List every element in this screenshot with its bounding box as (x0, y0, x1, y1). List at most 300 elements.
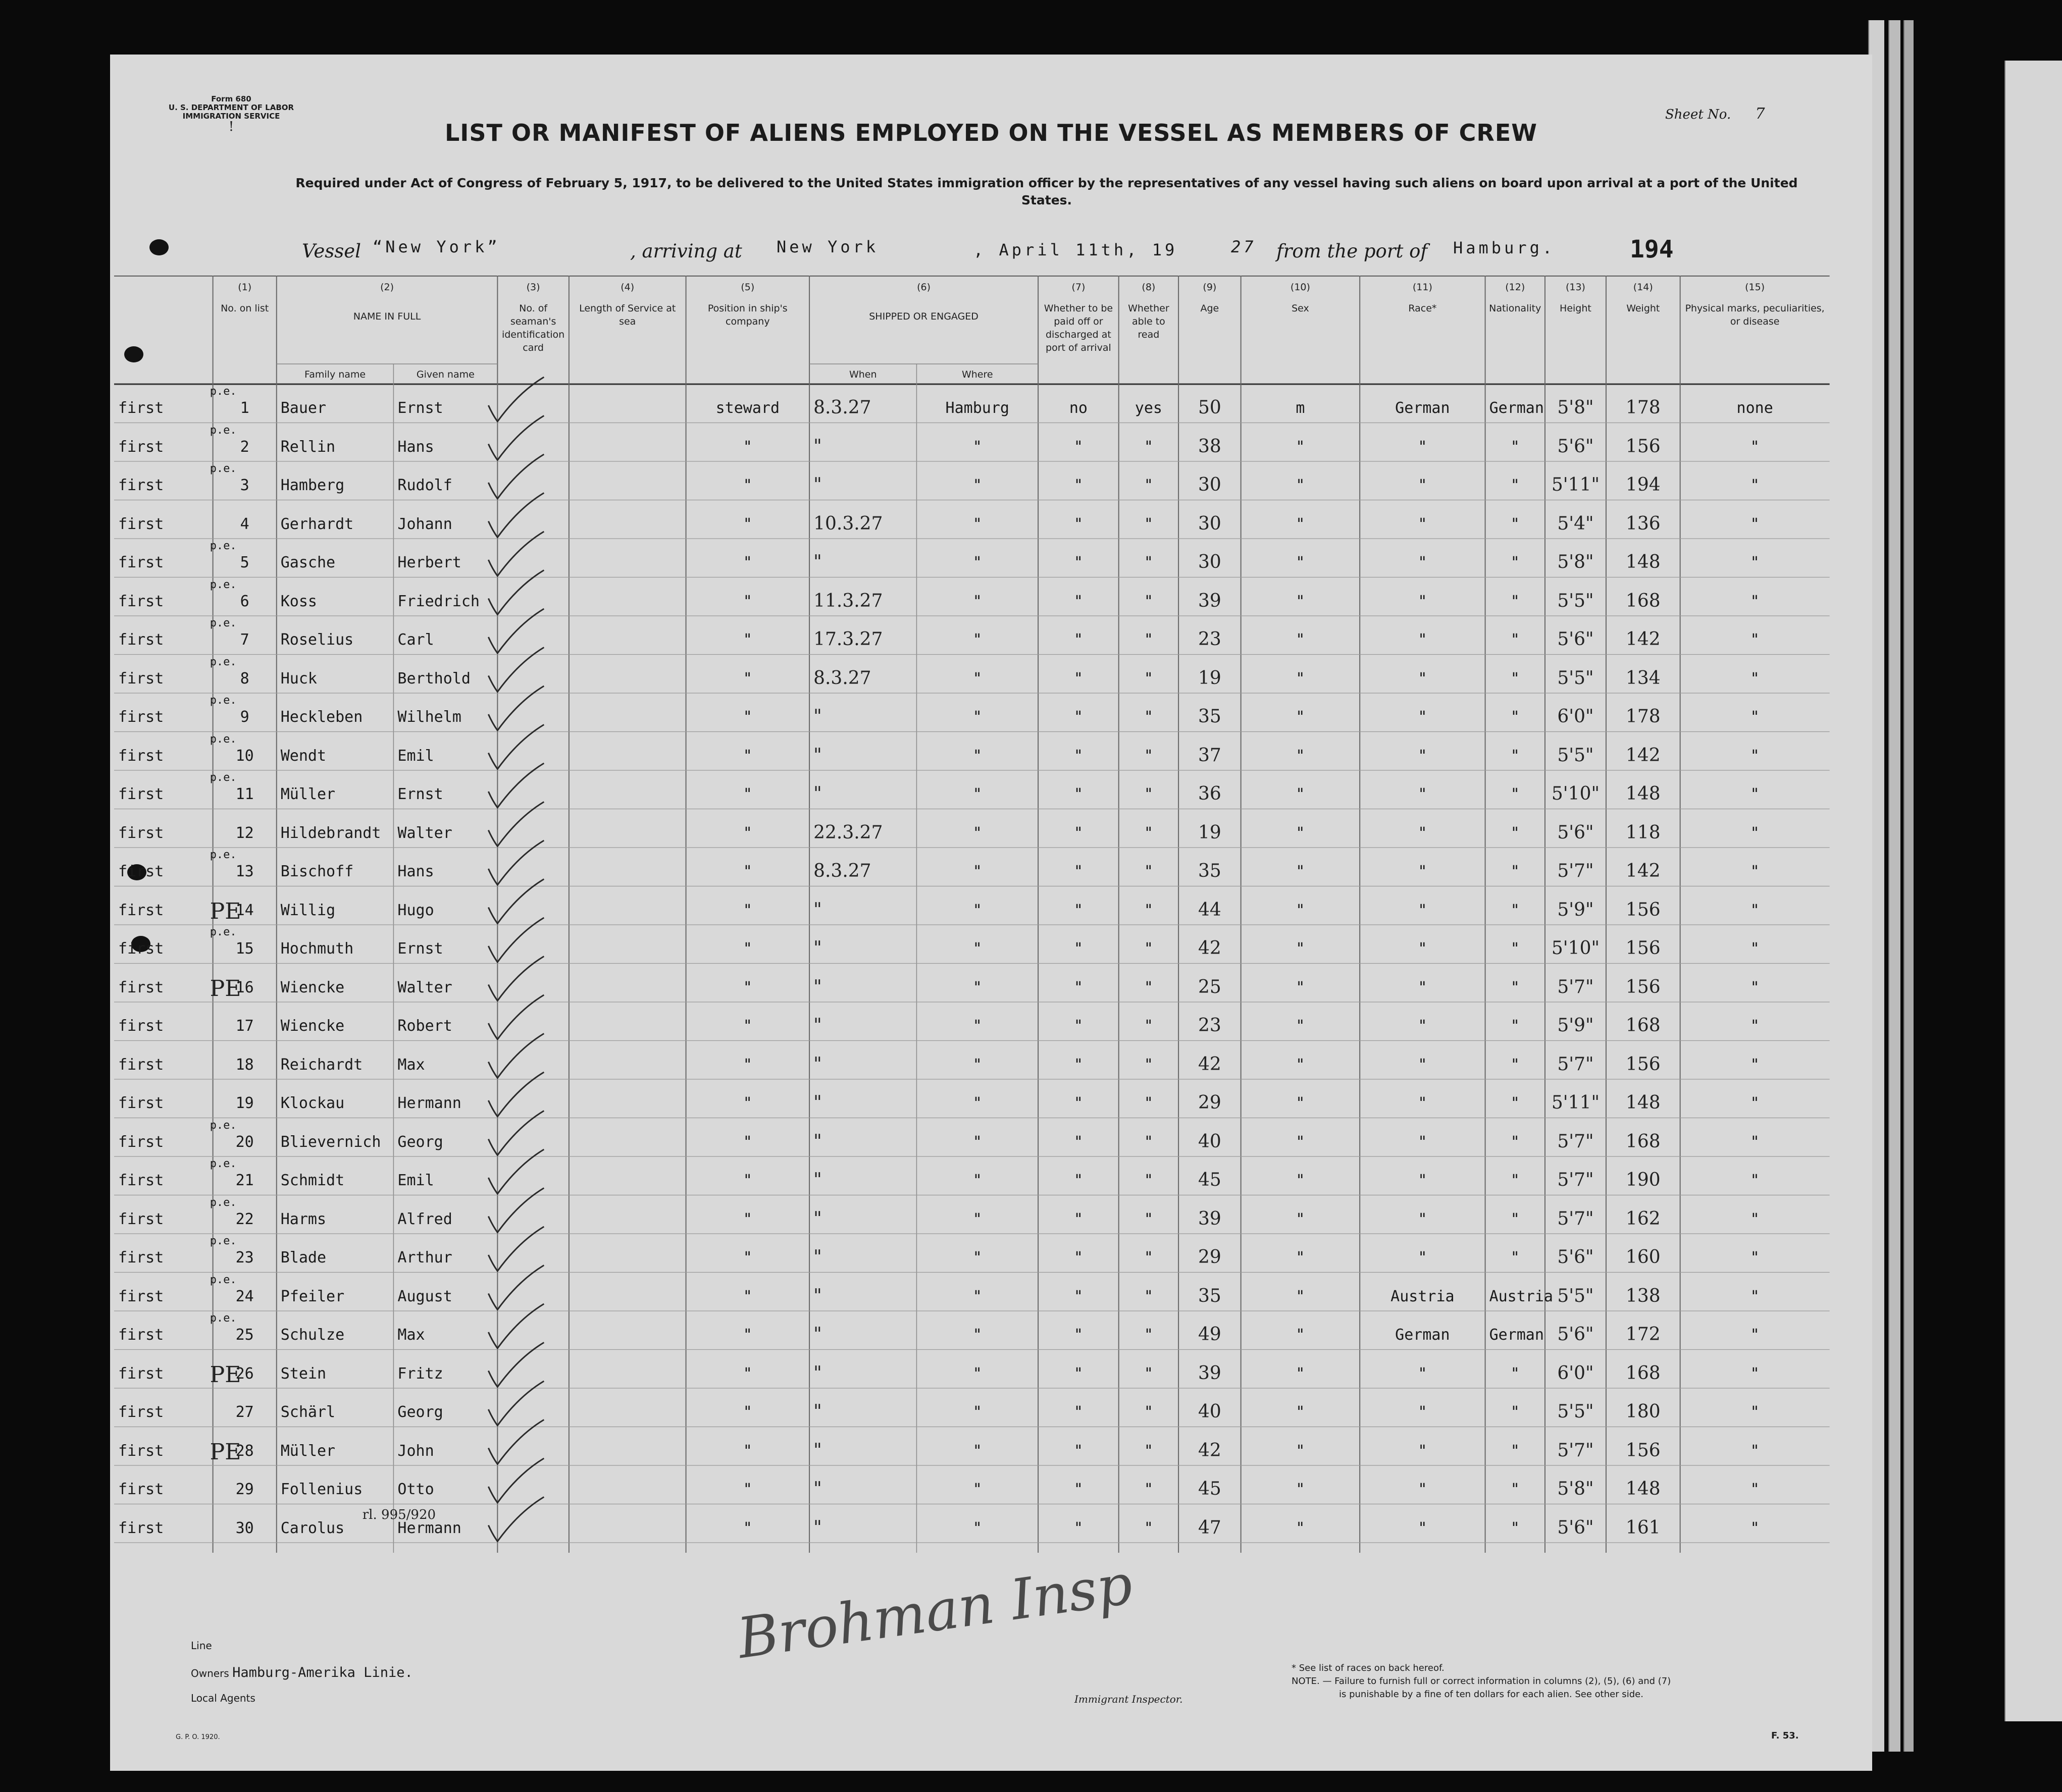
cell-family: Müller (280, 1442, 336, 1460)
cell-race: " (1418, 978, 1427, 996)
check-mark (488, 763, 544, 808)
departure-port: Hamburg. (1453, 238, 1556, 257)
entry-tag: p.e. (210, 617, 237, 629)
cell-age: 42 (1198, 1053, 1221, 1075)
cell-position: " (743, 863, 752, 880)
cell-position: " (743, 631, 752, 649)
cell-sex: " (1296, 1442, 1305, 1460)
cell-position: " (743, 554, 752, 571)
cell-given: Max (397, 1326, 425, 1344)
cell-height: 5'7" (1557, 1440, 1594, 1461)
column-header: Whether able to read (1128, 303, 1169, 340)
cell-given: Hermann (397, 1519, 461, 1537)
cell-cls: first (118, 1017, 164, 1035)
entry-tag: p.e. (210, 1235, 237, 1247)
form-code: F. 53. (1771, 1730, 1799, 1741)
entry-tag: p.e. (210, 849, 237, 861)
cell-read: " (1144, 1364, 1153, 1383)
cell-family: Huck (280, 669, 317, 688)
cell-when: " (813, 1053, 822, 1075)
column-subheader: When (849, 369, 877, 380)
cell-position: " (743, 592, 752, 610)
handwritten-mark: ! (228, 119, 234, 134)
cell-given: Johann (397, 515, 452, 533)
cell-sex: " (1296, 901, 1305, 919)
cell-race: " (1418, 438, 1427, 456)
cell-race: German (1395, 399, 1450, 417)
entry-tag: p.e. (210, 655, 237, 668)
cell-family: Stein (280, 1364, 327, 1383)
entry-tag: p.e. (210, 1273, 237, 1286)
cell-height: 5'8" (1557, 552, 1594, 572)
cell-weight: 148 (1625, 1092, 1661, 1113)
cell-where: " (972, 477, 982, 494)
adjacent-page (2004, 61, 2062, 1721)
check-mark (488, 918, 544, 962)
cell-race: " (1418, 824, 1427, 842)
arrival-year: 27 (1231, 237, 1257, 256)
cell-paid: " (1073, 1172, 1083, 1189)
cell-when: " (813, 1131, 822, 1152)
cell-read: " (1144, 438, 1153, 456)
cell-sex: " (1296, 1287, 1305, 1305)
cell-where: " (972, 708, 982, 726)
cell-height: 5'11" (1551, 475, 1600, 495)
cell-marks: " (1750, 747, 1760, 765)
cell-height: 5'7" (1557, 861, 1594, 881)
column-number: (2) (380, 282, 394, 293)
cell-height: 5'4" (1557, 513, 1594, 534)
check-mark (488, 802, 544, 847)
cell-cls: first (118, 747, 164, 765)
cell-height: 5'6" (1557, 822, 1594, 843)
cell-family: Gasche (280, 554, 336, 571)
cell-cls: first (118, 1133, 164, 1151)
cell-when: " (813, 552, 822, 572)
cell-race: " (1418, 708, 1427, 726)
cell-marks: " (1750, 1133, 1760, 1151)
cell-cls: first (118, 978, 164, 996)
punch-hole (149, 239, 169, 255)
cell-weight: 190 (1625, 1170, 1661, 1190)
cell-where: " (972, 1326, 982, 1344)
cell-no: 1 (240, 399, 249, 417)
cell-family: Blade (280, 1249, 327, 1267)
cell-race: " (1418, 592, 1427, 610)
cell-position: " (743, 940, 752, 958)
entry-tag: PE (210, 975, 241, 1002)
cell-given: Emil (397, 747, 434, 765)
cell-sex: " (1296, 1056, 1305, 1074)
cell-paid: " (1073, 940, 1083, 958)
cell-when: 11.3.27 (813, 590, 883, 611)
cell-given: Ernst (397, 785, 443, 803)
cell-age: 35 (1198, 1285, 1221, 1306)
cell-nat: " (1510, 669, 1520, 688)
cell-nat: " (1510, 477, 1520, 494)
cell-sex: " (1296, 978, 1305, 996)
check-mark (488, 532, 544, 576)
cell-cls: first (118, 1364, 164, 1383)
cell-age: 38 (1198, 436, 1221, 457)
sheet-number-label: Sheet No. (1665, 107, 1731, 122)
cell-cls: first (118, 824, 164, 842)
cell-given: Hugo (397, 901, 434, 919)
cell-race: " (1418, 1403, 1427, 1421)
cell-family: Reichardt (280, 1056, 363, 1074)
column-number: (14) (1633, 282, 1653, 293)
cell-position: " (743, 1442, 752, 1460)
cell-family: Klockau (280, 1094, 345, 1112)
entry-tag: p.e. (210, 926, 237, 938)
cell-nat: " (1510, 747, 1520, 765)
cell-family: Harms (280, 1210, 327, 1228)
vessel-name: “New York” (373, 237, 500, 256)
cell-cls: first (118, 438, 164, 456)
cell-nat: " (1510, 1364, 1520, 1383)
cell-no: 11 (235, 785, 254, 803)
cell-height: 5'10" (1551, 938, 1600, 959)
document-title: LIST OR MANIFEST OF ALIENS EMPLOYED ON THE VESSEL AS MEMBERS OF CREW (444, 119, 1537, 146)
cell-marks: " (1750, 1056, 1760, 1074)
cell-no: 2 (240, 438, 249, 456)
penalty-note: NOTE. — Failure to furnish full or correct information in columns (2), (5), (6) and (7) (1292, 1676, 1671, 1686)
entry-tag: p.e. (210, 578, 237, 591)
cell-height: 5'8" (1557, 1479, 1594, 1499)
column-header: Height (1560, 303, 1591, 314)
cell-read: " (1144, 1403, 1153, 1421)
cell-position: " (743, 1133, 752, 1151)
cell-marks: " (1750, 1210, 1760, 1228)
cell-family: Wiencke (280, 1017, 345, 1035)
cell-no: 15 (235, 940, 254, 958)
cell-when: " (813, 1247, 822, 1268)
cell-when: " (813, 1170, 822, 1190)
cell-given: Rudolf (397, 477, 452, 494)
cell-position: " (743, 1017, 752, 1035)
column-header: Sex (1292, 303, 1309, 314)
cell-where: " (972, 785, 982, 803)
cell-nat: " (1510, 1481, 1520, 1498)
check-mark (488, 1304, 544, 1348)
cell-no: 23 (235, 1249, 254, 1267)
check-mark (488, 1420, 544, 1464)
cell-paid: " (1073, 901, 1083, 919)
cell-marks: " (1750, 863, 1760, 880)
cell-no: 18 (235, 1056, 254, 1074)
cell-cls: first (118, 1403, 164, 1421)
cell-sex: " (1296, 1481, 1305, 1498)
cell-position: " (743, 1326, 752, 1344)
cell-nat: " (1510, 1442, 1520, 1460)
column-number: (15) (1745, 282, 1765, 293)
cell-marks: " (1750, 1403, 1760, 1421)
entry-tag: PE (210, 898, 241, 924)
cell-nat: " (1510, 554, 1520, 571)
cell-when: 8.3.27 (813, 861, 871, 881)
cell-height: 5'5" (1557, 745, 1594, 766)
cell-no: 7 (240, 631, 249, 649)
column-number: (5) (741, 282, 755, 293)
entry-tag: p.e. (210, 732, 237, 746)
cell-no: 19 (235, 1094, 254, 1112)
cell-given: Wilhelm (397, 708, 461, 726)
cell-nat: " (1510, 708, 1520, 726)
cell-sex: " (1296, 824, 1305, 842)
cell-paid: " (1073, 554, 1083, 571)
cell-race: " (1418, 1481, 1427, 1498)
cell-weight: 156 (1625, 899, 1661, 920)
cell-age: 50 (1198, 397, 1221, 418)
cell-sex: " (1296, 669, 1305, 688)
cell-marks: " (1750, 824, 1760, 842)
cell-read: " (1144, 1172, 1153, 1189)
cell-when: " (813, 783, 822, 804)
cell-read: " (1144, 1442, 1153, 1460)
column-header: NAME IN FULL (353, 311, 421, 322)
arriving-label: , arriving at (630, 240, 742, 262)
cell-when: " (813, 745, 822, 766)
cell-sex: " (1296, 785, 1305, 803)
check-mark (488, 416, 544, 460)
cell-nat: " (1510, 1017, 1520, 1035)
cell-height: 5'6" (1557, 629, 1594, 650)
entry-tag: p.e. (210, 540, 237, 552)
cell-nat: " (1510, 1403, 1520, 1421)
cell-height: 5'10" (1551, 783, 1600, 804)
cell-position: " (743, 1481, 752, 1498)
cell-family: Müller (280, 785, 336, 803)
check-mark (488, 1497, 544, 1542)
cell-race: " (1418, 1094, 1427, 1112)
cell-marks: " (1750, 592, 1760, 610)
cell-family: Blievernich (280, 1133, 381, 1151)
cell-sex: " (1296, 1017, 1305, 1035)
entry-tag: p.e. (210, 462, 237, 475)
local-agents-label: Local Agents (191, 1692, 255, 1704)
cell-age: 30 (1198, 552, 1221, 572)
cell-weight: 156 (1625, 436, 1661, 457)
cell-sex: " (1296, 1172, 1305, 1189)
cell-height: 5'8" (1557, 397, 1594, 418)
entry-tag: p.e. (210, 1119, 237, 1132)
cell-weight: 180 (1625, 1401, 1661, 1422)
cell-nat: " (1510, 1133, 1520, 1151)
cell-marks: " (1750, 554, 1760, 571)
cell-when: " (813, 1015, 822, 1036)
cell-where: Hamburg (945, 399, 1009, 417)
cell-when: " (813, 475, 822, 495)
column-number: (8) (1142, 282, 1156, 293)
cell-height: 5'5" (1557, 590, 1594, 611)
cell-read: " (1144, 747, 1153, 765)
cell-family: Willig (280, 901, 336, 919)
cell-given: Herbert (397, 554, 461, 571)
check-mark (488, 1072, 544, 1117)
cell-race: " (1418, 669, 1427, 688)
cell-paid: " (1073, 1056, 1083, 1074)
cell-height: 6'0" (1557, 706, 1594, 727)
cell-weight: 156 (1625, 976, 1661, 997)
check-mark (488, 1266, 544, 1310)
cell-race: " (1418, 1056, 1427, 1074)
cell-where: " (972, 1442, 982, 1460)
cell-age: 39 (1198, 1362, 1221, 1384)
cell-position: steward (715, 399, 780, 417)
cell-where: " (972, 1133, 982, 1151)
form-number: Form 680 (211, 94, 251, 103)
cell-where: " (972, 1519, 982, 1537)
cell-family: Pfeiler (280, 1287, 345, 1305)
cell-paid: " (1073, 747, 1083, 765)
entry-tag: p.e. (210, 1312, 237, 1325)
check-mark (488, 879, 544, 924)
cell-no: 25 (235, 1326, 254, 1344)
cell-position: " (743, 901, 752, 919)
cell-when: " (813, 436, 822, 457)
cell-race: " (1418, 1249, 1427, 1267)
cell-marks: " (1750, 477, 1760, 494)
cell-given: Otto (397, 1481, 434, 1498)
cell-sex: " (1296, 554, 1305, 571)
cell-where: " (972, 1287, 982, 1305)
cell-race: " (1418, 1364, 1427, 1383)
cell-family: Rellin (280, 438, 336, 456)
cell-weight: 172 (1625, 1324, 1661, 1345)
column-number: (1) (238, 282, 252, 293)
cell-no: 9 (240, 708, 249, 726)
cell-paid: " (1073, 515, 1083, 533)
column-number: (9) (1203, 282, 1217, 293)
cell-marks: " (1750, 1094, 1760, 1112)
cell-sex: " (1296, 1326, 1305, 1344)
cell-paid: " (1073, 477, 1083, 494)
cell-when: " (813, 976, 822, 997)
cell-given: Hans (397, 863, 434, 880)
cell-family: Roselius (280, 631, 354, 649)
cell-where: " (972, 669, 982, 688)
cell-nat: " (1510, 901, 1520, 919)
cell-no: 4 (240, 515, 249, 533)
cell-weight: 162 (1625, 1208, 1661, 1229)
cell-paid: " (1073, 669, 1083, 688)
cell-family: Wendt (280, 747, 327, 765)
cell-position: " (743, 824, 752, 842)
cell-read: " (1144, 901, 1153, 919)
cell-age: 25 (1198, 976, 1221, 997)
cell-where: " (972, 515, 982, 533)
entry-tag: p.e. (210, 694, 237, 707)
cell-race: " (1418, 901, 1427, 919)
cell-race: " (1418, 515, 1427, 533)
cell-height: 5'6" (1557, 1517, 1594, 1538)
cell-position: " (743, 785, 752, 803)
cell-cls: first (118, 1326, 164, 1344)
check-mark (488, 1034, 544, 1078)
cell-read: " (1144, 1094, 1153, 1112)
cell-marks: " (1750, 515, 1760, 533)
cell-race: " (1418, 785, 1427, 803)
cell-position: " (743, 1249, 752, 1267)
arrival-date: , April 11th, 19 (973, 240, 1178, 259)
cell-age: 42 (1198, 1440, 1221, 1461)
cell-nat: " (1510, 1210, 1520, 1228)
cell-marks: " (1750, 1017, 1760, 1035)
entry-tag: p.e. (210, 385, 237, 398)
entry-tag: p.e. (210, 424, 237, 437)
cell-sex: " (1296, 1519, 1305, 1537)
cell-marks: none (1736, 399, 1773, 417)
cell-position: " (743, 978, 752, 996)
cell-nat: " (1510, 592, 1520, 610)
cell-paid: " (1073, 785, 1083, 803)
cell-given: Arthur (397, 1249, 452, 1267)
cell-given: Fritz (397, 1364, 443, 1383)
column-header: SHIPPED OR ENGAGED (869, 311, 978, 322)
cell-height: 5'6" (1557, 1324, 1594, 1345)
cell-marks: " (1750, 1326, 1760, 1344)
cell-age: 40 (1198, 1401, 1221, 1422)
cell-where: " (972, 1017, 982, 1035)
manifest-sheet (110, 55, 1872, 1771)
cell-where: " (972, 1056, 982, 1074)
printer-mark: G. P. O. 1920. (176, 1733, 220, 1741)
cell-age: 29 (1198, 1092, 1221, 1113)
cell-read: " (1144, 1056, 1153, 1074)
cell-race: " (1418, 1017, 1427, 1035)
cell-weight: 148 (1625, 1479, 1661, 1499)
cell-position: " (743, 477, 752, 494)
cell-given: Berthold (397, 669, 471, 688)
inspector-label: Immigrant Inspector. (1074, 1693, 1183, 1705)
cell-marks: " (1750, 901, 1760, 919)
cell-height: 5'11" (1551, 1092, 1600, 1113)
cell-where: " (972, 592, 982, 610)
cell-paid: " (1073, 1481, 1083, 1498)
cell-cls: first (118, 1442, 164, 1460)
cell-height: 5'6" (1557, 1247, 1594, 1268)
column-header: Length of Service at sea (579, 303, 676, 327)
cell-cls: first (118, 1519, 164, 1537)
cell-where: " (972, 1210, 982, 1228)
cell-read: " (1144, 554, 1153, 571)
cell-family: Schärl (280, 1403, 336, 1421)
inspector-signature: Brohman Insp (733, 1551, 1137, 1671)
cell-marks: " (1750, 978, 1760, 996)
column-header: Weight (1626, 303, 1660, 314)
cell-nat: " (1510, 1094, 1520, 1112)
cell-nat: " (1510, 863, 1520, 880)
cell-nat: " (1510, 824, 1520, 842)
cell-paid: " (1073, 1287, 1083, 1305)
cell-cls: first (118, 901, 164, 919)
cell-given: Walter (397, 978, 452, 996)
cell-where: " (972, 1364, 982, 1383)
cell-when: 22.3.27 (813, 822, 883, 843)
races-note: * See list of races on back hereof. (1292, 1663, 1445, 1673)
cell-position: " (743, 1094, 752, 1112)
cell-family: Hildebrandt (280, 824, 381, 842)
cell-no: 17 (235, 1017, 254, 1035)
crew-table (114, 276, 1832, 1576)
cell-sex: " (1296, 592, 1305, 610)
cell-where: " (972, 1481, 982, 1498)
cell-cls: first (118, 669, 164, 688)
cell-weight: 168 (1625, 1362, 1661, 1384)
owners-field (191, 1665, 413, 1680)
cell-where: " (972, 631, 982, 649)
cell-given: Robert (397, 1017, 452, 1035)
